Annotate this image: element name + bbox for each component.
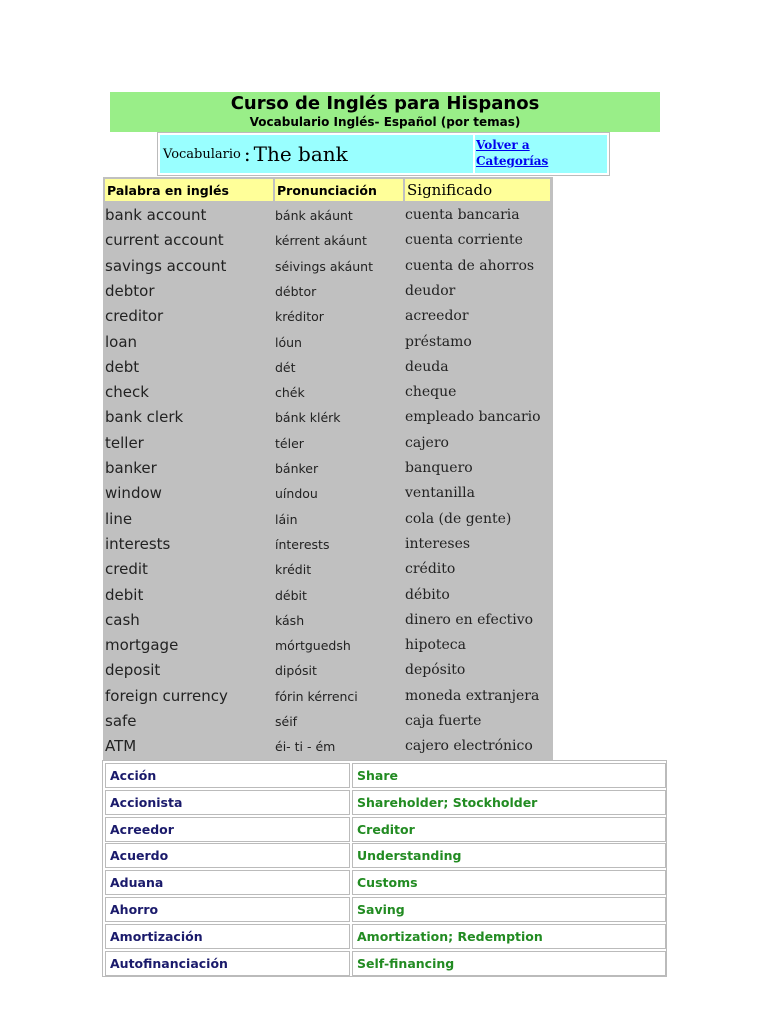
spanish-meaning: deudor bbox=[405, 282, 456, 299]
table-row bbox=[103, 684, 553, 709]
english-word: safe bbox=[105, 712, 137, 730]
pronunciation: krédit bbox=[275, 562, 312, 578]
spanish-meaning: cuenta bancaria bbox=[405, 207, 520, 223]
english-word: debtor bbox=[105, 281, 155, 300]
page-header bbox=[110, 92, 660, 132]
glossary-spanish-term: Amortización bbox=[105, 924, 350, 949]
english-word: banker bbox=[105, 459, 157, 477]
english-word: credit bbox=[105, 560, 148, 579]
spanish-meaning: crédito bbox=[405, 561, 456, 578]
spanish-meaning: banquero bbox=[405, 460, 473, 476]
spanish-meaning: deuda bbox=[405, 358, 449, 375]
topic-title: The bank bbox=[253, 142, 348, 166]
spanish-meaning: caja fuerte bbox=[405, 713, 482, 729]
pronunciation: dét bbox=[275, 359, 296, 375]
table-row bbox=[103, 203, 553, 228]
english-word: debit bbox=[105, 585, 144, 604]
back-to-categories-link[interactable] bbox=[476, 137, 605, 169]
english-word: creditor bbox=[105, 307, 164, 326]
glossary-spanish-term: Acción bbox=[105, 763, 350, 788]
pronunciation: mórtguedsh bbox=[275, 638, 351, 654]
spanish-meaning: intereses bbox=[405, 535, 471, 552]
pronunciation: chék bbox=[275, 385, 305, 401]
glossary-english-term: Understanding bbox=[352, 843, 666, 868]
spanish-meaning: préstamo bbox=[405, 333, 472, 350]
back-link-cell bbox=[475, 135, 607, 173]
pronunciation: bánk akáunt bbox=[275, 208, 353, 223]
spanish-meaning: cajero electrónico bbox=[405, 738, 533, 755]
table-row bbox=[103, 330, 553, 355]
table-row bbox=[103, 608, 553, 633]
glossary-row bbox=[105, 870, 666, 895]
english-word: savings account bbox=[105, 256, 227, 275]
table-row bbox=[103, 557, 553, 582]
glossary-spanish-term: Autofinanciación bbox=[105, 951, 350, 976]
spanish-meaning: acreedor bbox=[405, 308, 469, 325]
vocabulary-topic-bar bbox=[157, 132, 610, 176]
spanish-meaning: cuenta de ahorros bbox=[405, 257, 535, 274]
spanish-meaning: cheque bbox=[405, 384, 457, 401]
table-row bbox=[103, 507, 553, 532]
spanish-meaning: depósito bbox=[405, 662, 466, 679]
english-word: bank clerk bbox=[105, 408, 184, 427]
spanish-meaning: cuenta corriente bbox=[405, 232, 523, 249]
pronunciation: bánk klérk bbox=[275, 410, 341, 426]
table-row bbox=[103, 456, 553, 481]
english-word: cash bbox=[105, 610, 140, 629]
english-word: bank account bbox=[105, 206, 207, 224]
vocabulary-label: Vocabulario bbox=[163, 146, 241, 162]
table-row bbox=[103, 228, 553, 253]
table-row bbox=[103, 254, 553, 279]
topic-separator: : bbox=[243, 142, 251, 166]
english-word: mortgage bbox=[105, 636, 179, 655]
topic-cell bbox=[160, 135, 473, 173]
pronunciation: éi- ti - ém bbox=[275, 739, 336, 755]
spanish-meaning: cajero bbox=[405, 434, 449, 451]
pronunciation: débit bbox=[275, 587, 307, 603]
english-word: window bbox=[105, 484, 162, 503]
pronunciation: kréditor bbox=[275, 309, 324, 325]
english-word: loan bbox=[105, 332, 138, 351]
glossary-spanish-term: Acuerdo bbox=[105, 843, 350, 868]
table-row bbox=[103, 355, 553, 380]
vocabulary-table bbox=[103, 177, 553, 760]
back-link-line1[interactable]: Volver a bbox=[476, 138, 530, 152]
pronunciation: ínterests bbox=[275, 536, 330, 552]
spanish-meaning: empleado bancario bbox=[405, 409, 541, 426]
page-subtitle: Vocabulario Inglés- Español (por temas) bbox=[249, 115, 521, 129]
pronunciation: dipósit bbox=[275, 663, 317, 679]
pronunciation: fórin kérrenci bbox=[275, 688, 358, 704]
glossary-english-term: Shareholder; Stockholder bbox=[352, 790, 666, 815]
glossary-spanish-term: Acreedor bbox=[105, 817, 350, 842]
english-word: teller bbox=[105, 433, 144, 452]
english-word: check bbox=[105, 383, 149, 402]
glossary-spanish-term: Ahorro bbox=[105, 897, 350, 922]
pronunciation: séif bbox=[275, 714, 298, 729]
table-row bbox=[103, 405, 553, 430]
table-row bbox=[103, 481, 553, 506]
pronunciation: bánker bbox=[275, 461, 319, 476]
spanish-meaning: moneda extranjera bbox=[405, 687, 540, 704]
page-title: Curso de Inglés para Hispanos bbox=[230, 93, 540, 114]
glossary-english-term: Share bbox=[352, 763, 666, 788]
spanish-meaning: cola (de gente) bbox=[405, 510, 512, 527]
pronunciation: uíndou bbox=[275, 486, 318, 502]
english-word: foreign currency bbox=[105, 686, 228, 705]
spanish-meaning: débito bbox=[405, 586, 450, 603]
table-row bbox=[103, 532, 553, 557]
spanish-meaning: hipoteca bbox=[405, 637, 466, 654]
header-english-word: Palabra en inglés bbox=[105, 179, 273, 201]
english-word: interests bbox=[105, 534, 171, 553]
header-pronunciation: Pronunciación bbox=[275, 179, 403, 201]
table-row bbox=[103, 709, 553, 734]
english-word: current account bbox=[105, 231, 224, 250]
glossary-english-term: Amortization; Redemption bbox=[352, 924, 666, 949]
glossary-row bbox=[105, 924, 666, 949]
english-word: line bbox=[105, 509, 133, 528]
glossary-spanish-term: Aduana bbox=[105, 870, 350, 895]
glossary-english-term: Customs bbox=[352, 870, 666, 895]
glossary-spanish-term: Accionista bbox=[105, 790, 350, 815]
pronunciation: kérrent akáunt bbox=[275, 233, 367, 249]
glossary-row bbox=[105, 817, 666, 842]
glossary-row bbox=[105, 951, 666, 976]
table-row bbox=[103, 380, 553, 405]
glossary-row bbox=[105, 897, 666, 922]
table-row bbox=[103, 734, 553, 759]
spanish-meaning: dinero en efectivo bbox=[405, 611, 534, 628]
pronunciation: téler bbox=[275, 435, 304, 451]
table-row bbox=[103, 279, 553, 304]
glossary-table bbox=[102, 760, 667, 977]
table-row bbox=[103, 583, 553, 608]
pronunciation: lóun bbox=[275, 334, 302, 350]
glossary-english-term: Creditor bbox=[352, 817, 666, 842]
glossary-english-term: Self-financing bbox=[352, 951, 666, 976]
pronunciation: séivings akáunt bbox=[275, 258, 373, 274]
glossary-row bbox=[105, 843, 666, 868]
english-word: ATM bbox=[105, 737, 137, 756]
table-row bbox=[103, 633, 553, 658]
spanish-meaning: ventanilla bbox=[405, 485, 475, 502]
glossary-row bbox=[105, 790, 666, 815]
pronunciation: láin bbox=[275, 511, 298, 527]
english-word: deposit bbox=[105, 661, 161, 680]
table-row bbox=[103, 304, 553, 329]
table-row bbox=[103, 658, 553, 683]
header-meaning: Significado bbox=[405, 179, 550, 201]
table-row bbox=[103, 431, 553, 456]
english-word: debt bbox=[105, 357, 140, 376]
glossary-english-term: Saving bbox=[352, 897, 666, 922]
pronunciation: kásh bbox=[275, 612, 305, 628]
glossary-row bbox=[105, 763, 666, 788]
back-link-line2[interactable]: Categorías bbox=[476, 154, 549, 168]
pronunciation: débtor bbox=[275, 283, 317, 299]
